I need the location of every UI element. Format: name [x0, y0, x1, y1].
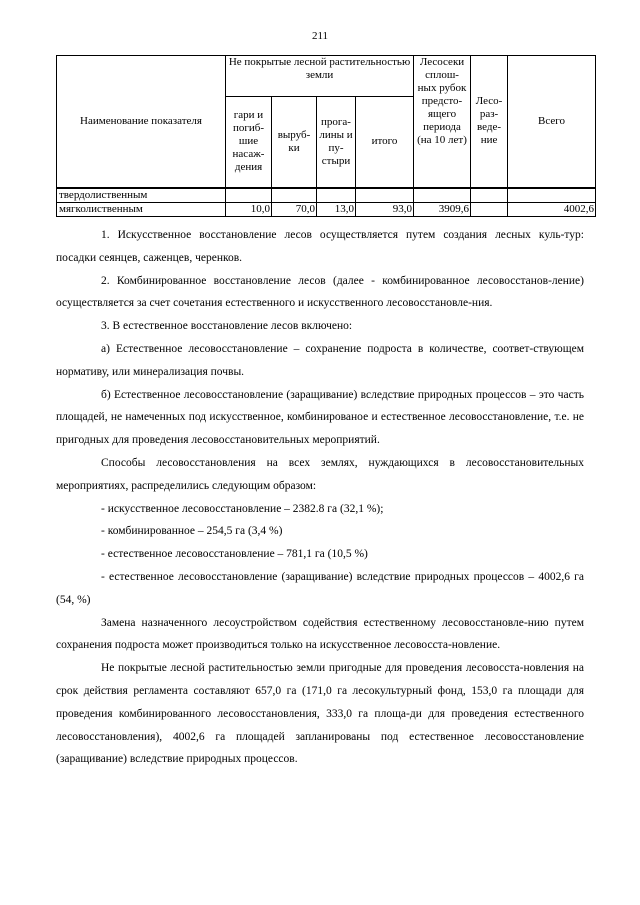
header-not-covered-lands: Не покрытые лесной растительностью земли — [226, 56, 414, 97]
cell-burned: 10,0 — [226, 202, 272, 216]
cell-clearcut — [272, 188, 317, 203]
paragraph-natural-b: б) Естественное лесовосстановление (заращивание) вследствие природных процессов – это часть площадей, не намеченных под искусственное, комбинированое и естественное лесовосстановление, т.е. не пригодных для проведения лесовосстановительных мероприятий. — [56, 388, 584, 447]
cell-cut-areas: 3909,6 — [414, 202, 471, 216]
table-row — [57, 188, 596, 203]
cell-clearcut: 70,0 — [272, 202, 317, 216]
list-item-natural-overgrowth: - естественное лесовосстановление (заращивание) вследствие природных процессов – 4002,6 га (54, %) — [56, 570, 584, 606]
cell-breeding — [471, 202, 508, 216]
list-item-artificial: - искусственное лесовосстановление – 2382.8 га (32,1 %); — [101, 502, 384, 515]
paragraph-summary: Не покрытые лесной растительностью земли пригодные для проведения лесовосста-новления на срок действия регламента составляют 657,0 га (171,0 га лесокультурный фонд, 153,0 га площади для проведения комбинированного лесовосстановления, 333,0 га площа-ди для проведения естественного лесовосстановления), 4002,6 га площадей запланированы под естественное лесовосстановление (заращивание) вследствие природных процессов. — [56, 662, 584, 766]
paragraph-natural-intro: 3. В естественное восстановление лесов включено: — [101, 320, 353, 333]
header-forest-breeding: Лесо-раз-веде-ние — [471, 56, 508, 188]
forest-restoration-table — [56, 55, 596, 217]
cell-cut-areas — [414, 188, 471, 203]
cell-breeding — [471, 188, 508, 203]
body-text — [56, 224, 584, 771]
paragraph-methods-intro: Способы лесовосстановления на всех землях, нуждающихся в лесовосстановительных мероприятиях, распределились следующим образом: — [56, 456, 584, 492]
paragraph-artificial-restoration: 1. Искусственное восстановление лесов осуществляется путем создания лесных куль-тур: посадки сеянцев, саженцев, черенков. — [56, 229, 584, 264]
cell-total: 4002,6 — [508, 202, 596, 216]
table-row — [57, 202, 596, 216]
header-burned: гари и погиб-шие насаж-дения — [226, 97, 272, 188]
paragraph-natural-a: а) Естественное лесовосстановление – сохранение подроста в количестве, соответ-ствующем нормативу, или минерализация почвы. — [56, 342, 584, 378]
list-item-natural: - естественное лесовосстановление – 781,1 га (10,5 %) — [101, 548, 368, 561]
paragraph-replacement: Замена назначенного лесоустройством содействия естественному лесовосстановле-нию путем сохранения подроста может производиться только на искусственное лесовосста-новление. — [56, 616, 584, 652]
header-clearcut: выруб-ки — [272, 97, 317, 188]
paragraph-combined-restoration: 2. Комбинированное восстановление лесов (далее - комбинированное лесовосстанов-ление) осуществляется за счет сочетания естественного и искусственного лесовосстановле-ния. — [56, 274, 584, 310]
header-indicator: Наименование показателя — [57, 56, 226, 188]
row-label: мягколиственным — [57, 202, 226, 216]
cell-glades — [317, 188, 356, 203]
cell-burned — [226, 188, 272, 203]
list-item-combined: - комбинированное – 254,5 га (3,4 %) — [101, 525, 283, 538]
header-total: Всего — [508, 56, 596, 188]
cell-subtotal — [356, 188, 414, 203]
header-subtotal: итого — [356, 97, 414, 188]
cell-total — [508, 188, 596, 203]
page-number: 211 — [311, 30, 329, 42]
cell-subtotal: 93,0 — [356, 202, 414, 216]
cell-glades: 13,0 — [317, 202, 356, 216]
header-clearcut-areas: Лесосеки сплош-ных рубок предсто-ящего периода (на 10 лет) — [414, 56, 471, 188]
row-label: твердолиственным — [57, 188, 226, 203]
header-glades: прога-лины и пу-стыри — [317, 97, 356, 188]
